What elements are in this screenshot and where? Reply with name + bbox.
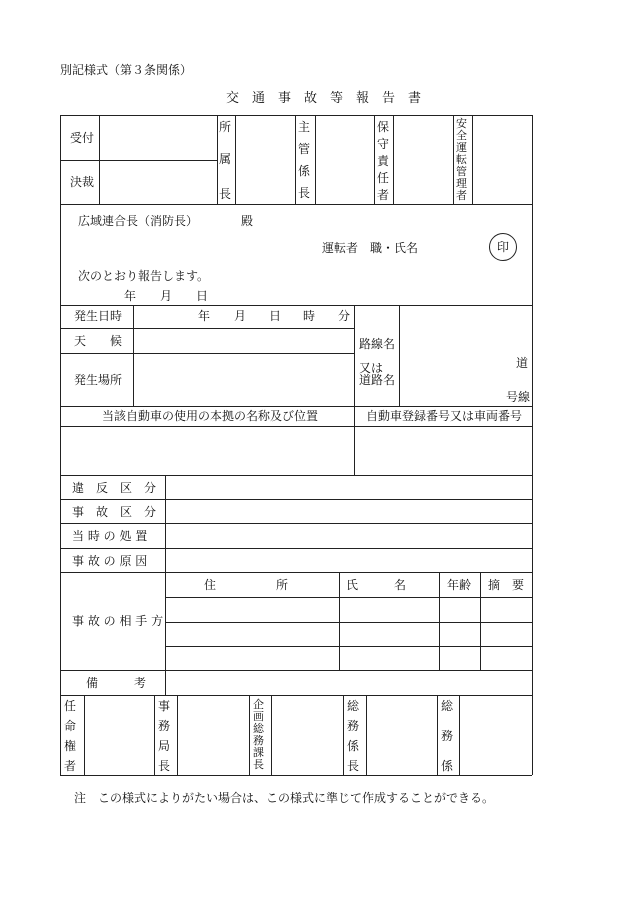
vehicle-number-label: 自動車登録番号又は車両番号 [366, 409, 523, 423]
remarks-label: 備 考 [86, 676, 147, 690]
weather-field[interactable] [134, 330, 353, 352]
route-label-1: 路線名 [359, 337, 396, 351]
seal-mark: 印 [489, 233, 517, 261]
intro-text: 次のとおり報告します。 [78, 269, 210, 283]
col-address-header: 住 所 [204, 578, 289, 592]
vehicle-base-label: 当該自動車の使用の本拠の名称及び位置 [102, 409, 319, 423]
cause-label: 事 故 の 原 因 [72, 554, 148, 568]
form-number-label: 別記様式（第３条関係） [60, 63, 193, 77]
vehicle-number-field[interactable] [355, 427, 531, 474]
place-label: 発生場所 [74, 373, 123, 387]
kessai-label: 決裁 [70, 175, 95, 189]
document-title: 交 通 事 故 等 報 告 書 [226, 91, 422, 106]
col-name-header: 氏 名 [346, 578, 407, 592]
violation-label: 違 反 区 分 [72, 481, 157, 495]
kessai-field[interactable] [100, 161, 216, 203]
col-summary-header: 摘 要 [488, 578, 525, 592]
route-line-suffix: 号線 [506, 390, 531, 404]
uketsuke-field[interactable] [100, 117, 216, 159]
place-field[interactable] [134, 355, 353, 405]
accident-type-label: 事 故 区 分 [72, 505, 157, 519]
uketsuke-label: 受付 [70, 131, 95, 145]
col-age-header: 年齢 [447, 578, 472, 592]
weather-label: 天 候 [74, 334, 123, 348]
driver-label: 運転者 職・氏名 [322, 241, 419, 255]
honorific-dono: 殿 [241, 214, 254, 228]
route-label-3: 道路名 [359, 373, 396, 387]
report-date: 年 月 日 [124, 289, 209, 303]
handling-label: 当 時 の 処 置 [72, 529, 148, 543]
other-party-label: 事 故 の 相 手 方 [72, 614, 164, 628]
route-label-2: 又は [359, 361, 384, 375]
vehicle-base-field[interactable] [61, 427, 353, 474]
route-road-suffix: 道 [516, 356, 529, 370]
date-label: 発生日時 [74, 309, 123, 323]
footnote: 注 この様式によりがたい場合は、この様式に準じて作成することができる。 [74, 791, 495, 805]
addressee: 広域連合長（消防長） [78, 214, 199, 228]
